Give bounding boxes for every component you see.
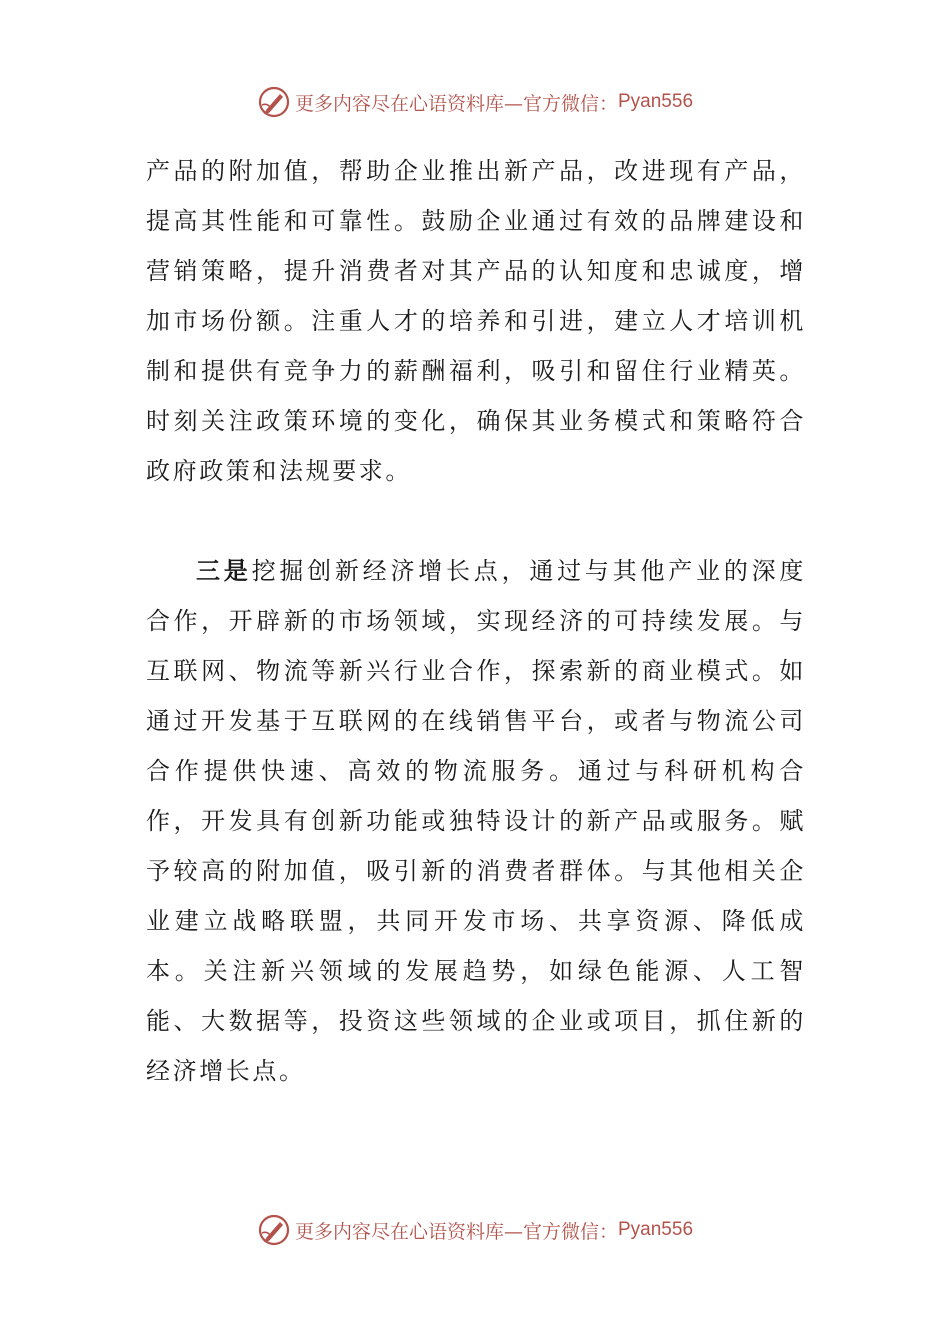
pen-logo-icon (257, 85, 291, 119)
paragraph-1: 产品的附加值，帮助企业推出新产品，改进现有产品，提高其性能和可靠性。鼓励企业通过有效的品牌建设和营销策略，提升消费者对其产品的认知度和忠诚度，增加市场份额。注重人才的培养和引进，建立人才培训机制和提供有竞争力的薪酬福利，吸引和留住行业精英。时刻关注政策环境的变化，确保其业务模式和策略符合政府政策和法规要求。 (146, 157, 806, 485)
pen-logo-icon (257, 1213, 291, 1247)
footer-banner-text: 更多内容尽在心语资料库—官方微信： (294, 1220, 618, 1243)
header-banner-wechat-id: Pyan556 (618, 91, 694, 112)
footer-banner (0, 1210, 950, 1250)
paragraph-2-lead: 三是 (196, 556, 252, 585)
paragraph-2-text: 挖掘创新经济增长点，通过与其他产业的深度合作，开辟新的市场领域，实现经济的可持续发展。与互联网、物流等新兴行业合作，探索新的商业模式。如通过开发基于互联网的在线销售平台，或者与物流公司合作提供快速、高效的物流服务。通过与科研机构合作，开发具有创新功能或独特设计的新产品或服务。赋予较高的附加值，吸引新的消费者群体。与其他相关企业建立战略联盟，共同开发市场、共享资源、降低成本。关注新兴领域的发展趋势，如绿色能源、人工智能、大数据等，投资这些领域的企业或项目，抓住新的经济增长点。 (146, 557, 806, 1085)
document-body (146, 146, 806, 1096)
header-banner (0, 82, 950, 122)
paragraph-2 (146, 546, 806, 1096)
footer-banner-wechat-id: Pyan556 (618, 1219, 694, 1240)
header-banner-text: 更多内容尽在心语资料库—官方微信： (294, 92, 618, 115)
